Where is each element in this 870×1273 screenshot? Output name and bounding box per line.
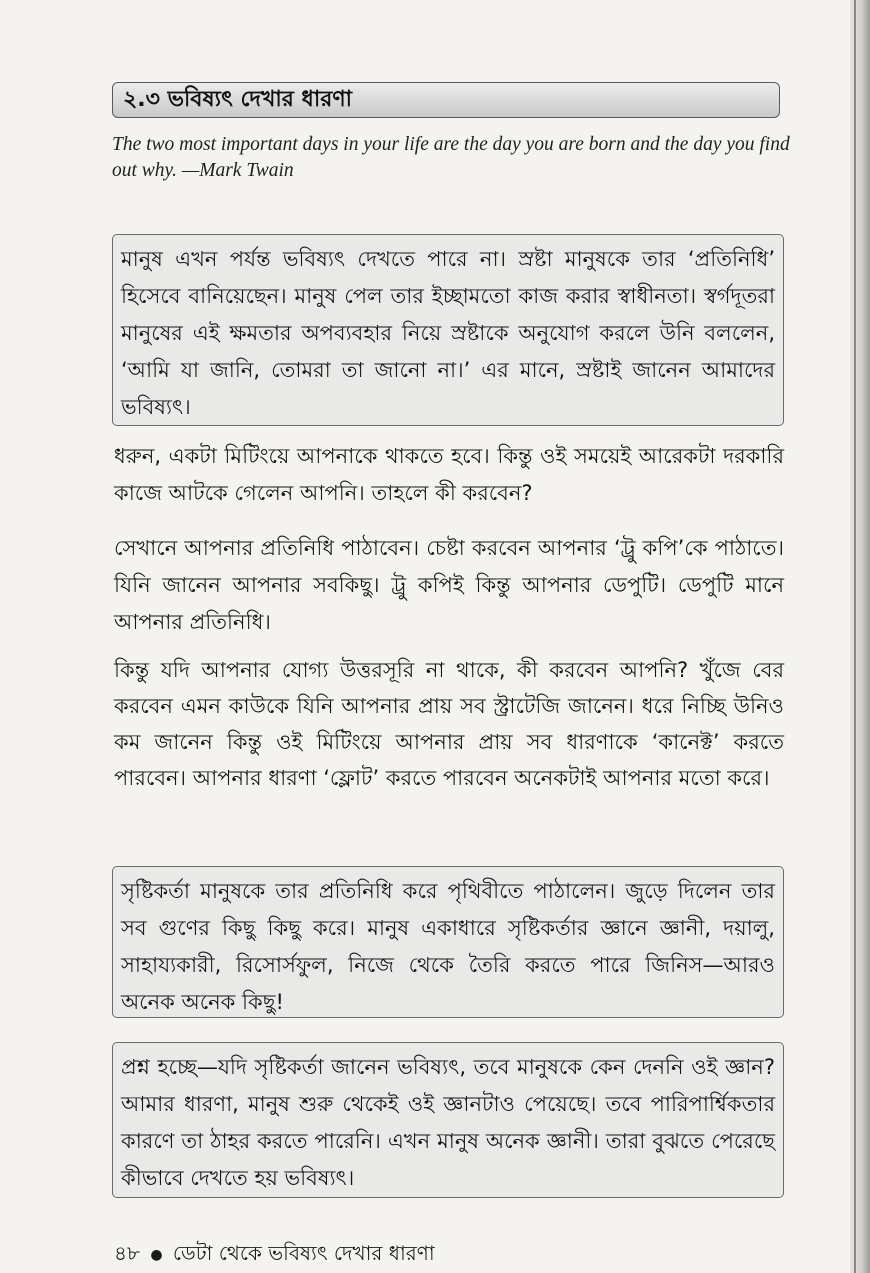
highlight-box-2	[112, 866, 784, 1018]
running-title: ডেটা থেকে ভবিষ্যৎ দেখার ধারণা	[172, 1241, 435, 1265]
paragraph-1: ধরুন, একটা মিটিংয়ে আপনাকে থাকতে হবে। কিন্তু ওই সময়েই আরেকটা দরকারি কাজে আটকে গেলেন আপনি। তাহলে কী করবেন?	[114, 444, 784, 505]
page-number: ৪৮	[114, 1241, 140, 1265]
page-edge	[850, 0, 870, 1273]
section-title: ২.৩ ভবিষ্যৎ দেখার ধারণা	[123, 87, 353, 112]
page-edge-line	[854, 0, 856, 1273]
highlight-box-3	[112, 1042, 784, 1198]
footer-bullet: ●	[150, 1246, 163, 1263]
highlight-box-1-text: মানুষ এখন পর্যন্ত ভবিষ্যৎ দেখতে পারে না। স্রষ্টা মানুষকে তার ‘প্রতিনিধি’ হিসেবে বানিয়েছেন। মানুষ পেল তার ইচ্ছামতো কাজ করার স্বাধীনতা। স্বর্গদূতরা মানুষের এই ক্ষমতার অপব্যবহার নিয়ে স্রষ্টাকে অনুযোগ করলে উনি বললেন, ‘আমি যা জানি, তোমরা তা জানো না।’ এর মানে, স্রষ্টাই জানেন আমাদের ভবিষ্যৎ।	[121, 247, 775, 419]
section-heading-bar	[112, 82, 780, 118]
paragraph-2: সেখানে আপনার প্রতিনিধি পাঠাবেন। চেষ্টা করবেন আপনার ‘ট্রু কপি’কে পাঠাতে। যিনি জানেন আপনার সবকিছু। ট্রু কপিই কিন্তু আপনার ডেপুটি। ডেপুটি মানে আপনার প্রতিনিধি।	[114, 536, 784, 634]
highlight-box-2-text: সৃষ্টিকর্তা মানুষকে তার প্রতিনিধি করে পৃথিবীতে পাঠালেন। জুড়ে দিলেন তার সব গুণের কিছু কিছু করে। মানুষ একাধারে সৃষ্টিকর্তার জ্ঞানে জ্ঞানী, দয়ালু, সাহায্যকারী, রিসোর্সফুল, নিজে থেকে তৈরি করতে পারে জিনিস—আরও অনেক অনেক কিছু!	[121, 879, 775, 1014]
page-footer	[114, 1240, 435, 1268]
epigraph-quote: The two most important days in your life are the day you are born and the day you find out why. —Mark Twain	[112, 134, 790, 181]
paragraph-3: কিন্তু যদি আপনার যোগ্য উত্তরসূরি না থাকে, কী করবেন আপনি? খুঁজে বের করবেন এমন কাউকে যিনি আপনার প্রায় সব স্ট্রাটেজি জানেন। ধরে নিচ্ছি উনিও কম জানেন কিন্তু ওই মিটিংয়ে আপনার প্রায় সব ধারণাকে ‘কানেক্ট’ করতে পারবেন। আপনার ধারণা ‘ফ্লোট’ করতে পারবেন অনেকটাই আপনার মতো করে।	[114, 658, 784, 790]
highlight-box-1	[112, 234, 784, 426]
highlight-box-3-text: প্রশ্ন হচ্ছে—যদি সৃষ্টিকর্তা জানেন ভবিষ্যৎ, তবে মানুষকে কেন দেননি ওই জ্ঞান? আমার ধারণা, মানুষ শুরু থেকেই ওই জ্ঞানটাও পেয়েছে। তবে পারিপার্শ্বিকতার কারণে তা ঠাহর করতে পারেনি। এখন মানুষ অনেক জ্ঞানী। তারা বুঝতে পেরেছে কীভাবে দেখতে হয় ভবিষ্যৎ।	[121, 1055, 775, 1190]
